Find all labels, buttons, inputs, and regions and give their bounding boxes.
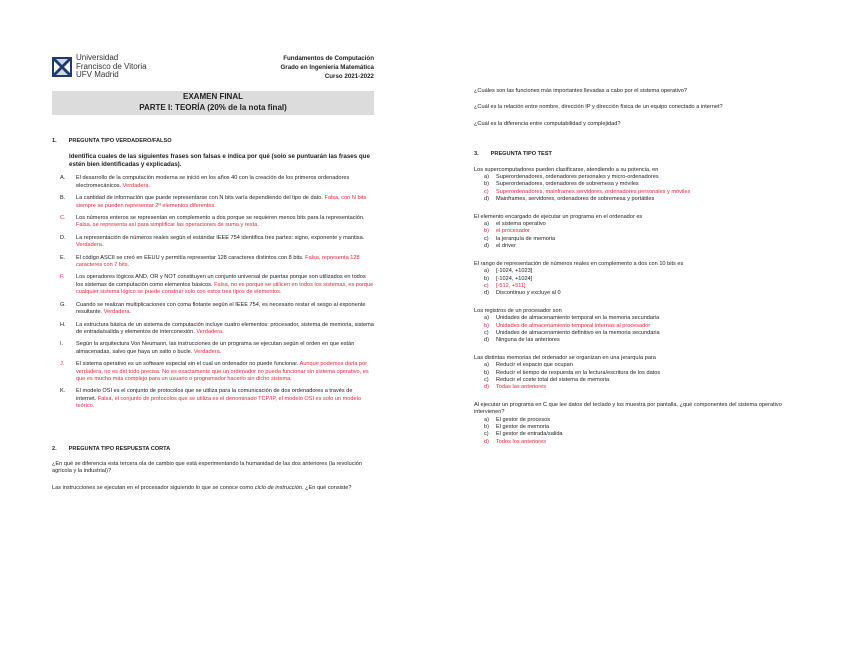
option-letter: d) xyxy=(484,337,489,344)
tf-item-text xyxy=(76,274,374,296)
option-letter: a) xyxy=(484,268,489,275)
section-number: 3. xyxy=(474,151,479,158)
option-letter: a) xyxy=(484,416,489,423)
tf-item-text xyxy=(76,341,374,356)
tf-item-text xyxy=(76,388,374,410)
section-1-title xyxy=(52,138,374,145)
tf-item xyxy=(52,322,374,337)
degree-name: Grado en Ingeniería Matemática xyxy=(280,64,374,71)
tf-item-letter: J. xyxy=(60,361,65,368)
option-letter: d) xyxy=(484,438,489,445)
option-letter: d) xyxy=(484,243,489,250)
section-2-title xyxy=(52,446,374,453)
tf-item-text xyxy=(76,235,374,250)
option-letter: b) xyxy=(484,322,489,329)
test-option xyxy=(484,290,798,297)
tf-item xyxy=(52,361,374,383)
test-option xyxy=(484,330,798,337)
short-question: ¿Cuál es la diferencia entre computabilidad y complejidad? xyxy=(474,120,621,127)
tf-answer: Aunque podemos darla por verdadera, no es del todo precisa. No es exactamente que un ordenador no pueda funcionar sin sistema operativo, es que es mucho más complejo para un usuario o programador hacerlo sin dicho sistema. xyxy=(76,361,369,382)
test-question xyxy=(474,355,798,392)
test-option xyxy=(484,439,798,446)
tf-item-letter: A. xyxy=(60,175,66,182)
test-option xyxy=(484,315,798,322)
tf-item-text xyxy=(76,255,374,270)
tf-statement: Los números enteros se representan en complemento a dos porque se requieren menos bits para la representación. xyxy=(76,215,365,222)
option-text: Todas las anteriores xyxy=(496,384,547,391)
academic-year: Curso 2021-2022 xyxy=(324,73,374,80)
tf-item xyxy=(52,235,374,250)
option-text: El gestor de entrada/salida xyxy=(496,431,563,438)
option-text: el procesador xyxy=(496,228,530,235)
tf-item-text xyxy=(76,302,374,317)
tf-statement: Cuando se realizan multiplicaciones con coma flotante según el IEEE 754, es necesario restar el sesgo al exponente resultante. xyxy=(76,301,366,316)
exam-title: EXAMEN FINAL xyxy=(183,92,243,101)
option-text: Reducir el tiempo de respuesta en la lectura/escritura de los datos xyxy=(496,369,661,376)
test-question-stem: Los supercomputadores pueden clasificarse, atendiendo a su potencia, en xyxy=(474,166,659,173)
tf-item-text xyxy=(76,195,374,210)
logo-text xyxy=(76,54,147,80)
tf-item-letter: K. xyxy=(60,388,66,395)
tf-statement: El sistema operativo es un software especial sin el cual un ordenador no puede funcionar. xyxy=(76,361,299,368)
tf-item xyxy=(52,255,374,270)
tf-answer: Falsa, el conjunto de protocolos que se utiliza es el denominado TCP/IP, el modelo OSI es solo un modelo teórico. xyxy=(76,395,361,410)
test-option xyxy=(484,243,798,250)
test-option xyxy=(484,337,798,344)
option-letter: c) xyxy=(484,282,489,289)
tf-answer: Verdadera. xyxy=(193,348,222,355)
tf-answer: Verdadera. xyxy=(122,182,151,189)
option-text: Superordenadores, ordenadores de sobremesa y móviles xyxy=(496,181,639,188)
option-letter: d) xyxy=(484,384,489,391)
option-text: Superordenadores, ordenadores personales y micro-ordenadores xyxy=(496,174,659,181)
test-option xyxy=(484,189,798,196)
option-text: Todos los anteriores xyxy=(496,438,547,445)
true-false-list xyxy=(52,175,374,410)
test-option xyxy=(484,181,798,188)
test-question xyxy=(474,261,798,298)
tf-item xyxy=(52,274,374,296)
test-question-stem: El rango de representación de números reales en complemento a dos con 10 bits es xyxy=(474,260,684,267)
section-title-text: PREGUNTA TIPO RESPUESTA CORTA xyxy=(68,445,171,452)
option-text: [-1024, +1024] xyxy=(496,275,533,282)
test-question xyxy=(474,167,798,204)
logo-line: Universidad xyxy=(76,53,119,62)
test-question-stem: Al ejecutar un programa en C que lee datos del teclado y los muestra por pantalla, ¿qué componentes del sistema operativo intervienen? xyxy=(474,401,782,416)
short-question: ¿Cuáles son las funciones más importantes llevadas a cabo por el sistema operativo? xyxy=(474,88,687,94)
tf-answer: Falsa, representa 128 caracteres con 7 bits. xyxy=(76,254,360,269)
short-question: ¿Cuál es la relación entre nombre, dirección IP y dirección física de un equipo conectado a internet? xyxy=(474,104,723,111)
option-text: el driver xyxy=(496,243,516,250)
tf-item-letter: C. xyxy=(60,215,66,222)
test-option xyxy=(484,417,798,424)
test-option xyxy=(484,228,798,235)
section-title-text: PREGUNTA TIPO TEST xyxy=(490,151,552,158)
test-option xyxy=(484,276,798,283)
tf-item xyxy=(52,302,374,317)
option-letter: b) xyxy=(484,424,489,430)
course-name: Fundamentos de Computación xyxy=(283,55,374,62)
tf-statement: La estructura básica de un sistema de computación incluye cuatro elementos: procesador, sistema de memoria, sistema de entrada/salida y elementos de interconexión. xyxy=(76,321,374,335)
test-option xyxy=(484,268,798,275)
tf-statement: La representación de números reales según el estándar IEEE 754 identifica tres partes: signo, exponente y mantisa. xyxy=(76,234,365,241)
option-text: Superordenadores, mainframes servidores, ordenadores personales y móviles xyxy=(496,188,691,195)
tf-statement: El modelo OSI es el conjunto de protocolos que se utiliza para la comunicación de dos ordenadores a través de internet. xyxy=(76,388,353,402)
tf-statement: El código ASCII se creó en EEUU y permitía representar 128 caracteres distintos con 8 bits. xyxy=(76,254,304,261)
test-question xyxy=(474,308,798,345)
section-number: 2. xyxy=(52,445,57,452)
tf-answer: Verdadera. xyxy=(196,328,224,335)
option-text: Ninguna de las anteriores xyxy=(496,337,560,344)
option-text: El gestor de memoria xyxy=(496,424,550,430)
exam-part-title: PARTE I: TEORÍA (20% de la nota final) xyxy=(139,102,287,112)
ufv-emblem-icon xyxy=(52,57,72,77)
test-option xyxy=(484,384,798,391)
option-letter: a) xyxy=(484,221,489,228)
test-option xyxy=(484,362,798,369)
tf-item xyxy=(52,388,374,410)
option-letter: b) xyxy=(484,369,489,376)
tf-item xyxy=(52,215,374,230)
logo-line: UFV Madrid xyxy=(76,70,119,79)
tf-item-letter: G. xyxy=(60,301,66,308)
tf-item-letter: F. xyxy=(60,274,65,281)
option-letter: c) xyxy=(484,329,489,336)
option-letter: b) xyxy=(484,181,489,188)
test-option xyxy=(484,174,798,181)
tf-statement: Según la arquitectura Von Neumann, las instrucciones de un programa se ejecutan según el orden en que están almacenadas, salvo que haya un salto o bucle. xyxy=(76,341,355,355)
test-question xyxy=(474,402,798,446)
option-text: El gestor de procesos xyxy=(496,416,551,423)
option-text: Unidades de almacenamiento temporal en la memoria secundaria xyxy=(496,315,660,322)
test-question-stem: Las distintas memorias del ordenador se organizan en una jerarquía para xyxy=(474,354,656,361)
tf-item xyxy=(52,175,374,190)
tf-statement: El desarrollo de la computación moderna se inició en los años 40 con la creación de los primeros ordenadores electromecánicos. xyxy=(76,175,350,189)
option-text: Unidades de almacenamiento definitivo en la memoria secundaria xyxy=(496,329,660,336)
test-questions xyxy=(474,167,798,447)
course-info xyxy=(280,54,374,81)
section-number: 1. xyxy=(52,138,57,144)
tf-item-text xyxy=(76,175,374,190)
test-question-stem: El elemento encargado de ejecutar un programa en el ordenador es xyxy=(474,213,643,220)
option-text: Reducir el coste total del sistema de memoria xyxy=(496,376,610,383)
option-text: la jerarquía de memoria xyxy=(496,235,556,242)
option-text: Reducir el espacio que ocupan xyxy=(496,362,573,369)
option-text: [-512, +511] xyxy=(496,282,526,289)
option-letter: a) xyxy=(484,315,489,322)
test-option xyxy=(484,323,798,330)
right-column xyxy=(474,88,798,456)
tf-item-letter: H. xyxy=(60,321,66,328)
test-option xyxy=(484,370,798,377)
logo-line: Francisco de Vitoria xyxy=(76,61,147,71)
tf-answer: Falsa, no es porque se utilicen en todos los sistemas, es porque cualquier sistema lógico se puede construir solo con estos tres tipos de elementos. xyxy=(76,281,374,296)
short-question: Las instrucciones se ejecutan en el procesador siguiendo lo que se conoce como ciclo de instrucción. ¿En qué consiste? xyxy=(52,484,352,491)
option-letter: d) xyxy=(484,290,489,297)
option-letter: d) xyxy=(484,196,489,203)
option-text: [-1024, +1023] xyxy=(496,268,533,275)
option-text: Discontinuo y excluye al 0 xyxy=(496,290,561,297)
option-letter: b) xyxy=(484,275,489,282)
tf-item-text xyxy=(76,215,374,230)
left-column xyxy=(52,138,374,501)
test-option xyxy=(484,424,798,431)
short-question: ¿En qué se diferencia esta tercera ola de cambio que está experimentando la humanidad de las dos anteriores (la revolución agrícola y la industrial)? xyxy=(52,460,363,475)
test-option xyxy=(484,377,798,384)
option-text: Unidades de almacenamiento temporal internas al procesador xyxy=(496,322,651,329)
tf-item-letter: D. xyxy=(60,234,66,241)
tf-statement: La cantidad de información que puede representarse con N bits varía dependiendo del tipo de dato. xyxy=(76,195,323,202)
option-text: el sistema operativo xyxy=(496,221,546,228)
test-question xyxy=(474,214,798,251)
test-option xyxy=(484,283,798,290)
option-letter: a) xyxy=(484,362,489,369)
tf-item xyxy=(52,341,374,356)
test-option xyxy=(484,221,798,228)
section-1-instruction: Identifica cuales de las siguientes frases son falsas e indica por qué (solo se puntuarán las frases que estén bien identificadas y explicadas). xyxy=(69,153,370,169)
tf-statement: Los operadores lógicos AND, OR y NOT constituyen un conjunto universal de puertas porque son utilizados en todos los sistemas de computación como elementos básicos. xyxy=(76,274,366,288)
tf-item xyxy=(52,195,374,210)
tf-item-text xyxy=(76,361,374,383)
option-letter: c) xyxy=(484,235,489,242)
tf-item-text xyxy=(76,322,374,337)
option-letter: c) xyxy=(484,188,489,195)
university-logo xyxy=(52,54,147,80)
option-letter: c) xyxy=(484,376,489,383)
test-option xyxy=(484,236,798,243)
tf-item-letter: I. xyxy=(60,341,64,348)
tf-answer: Falsa, se representa así para simplificar las operaciones de suma y resta. xyxy=(76,222,259,229)
section-title-text: PREGUNTA TIPO VERDADERO/FALSO xyxy=(68,138,172,144)
option-letter: c) xyxy=(484,431,489,438)
test-option xyxy=(484,196,798,203)
section-3-title xyxy=(474,151,798,158)
exam-title-banner xyxy=(52,91,374,115)
tf-answer: Verdadera. xyxy=(103,309,132,316)
option-letter: a) xyxy=(484,174,489,181)
tf-item-letter: B. xyxy=(60,195,66,202)
tf-answer: Falsa, con N bits siempre se pueden representar 2ᴺ elementos diferentes. xyxy=(76,195,367,209)
option-text: Mainframes, servidores, ordenadores de sobremesa y portátiles xyxy=(496,196,655,203)
test-option xyxy=(484,431,798,438)
tf-item-letter: E. xyxy=(60,254,66,261)
option-letter: b) xyxy=(484,228,489,235)
test-question-stem: Los registros de un procesador son xyxy=(474,307,562,314)
tf-answer: Verdadera. xyxy=(76,242,104,249)
